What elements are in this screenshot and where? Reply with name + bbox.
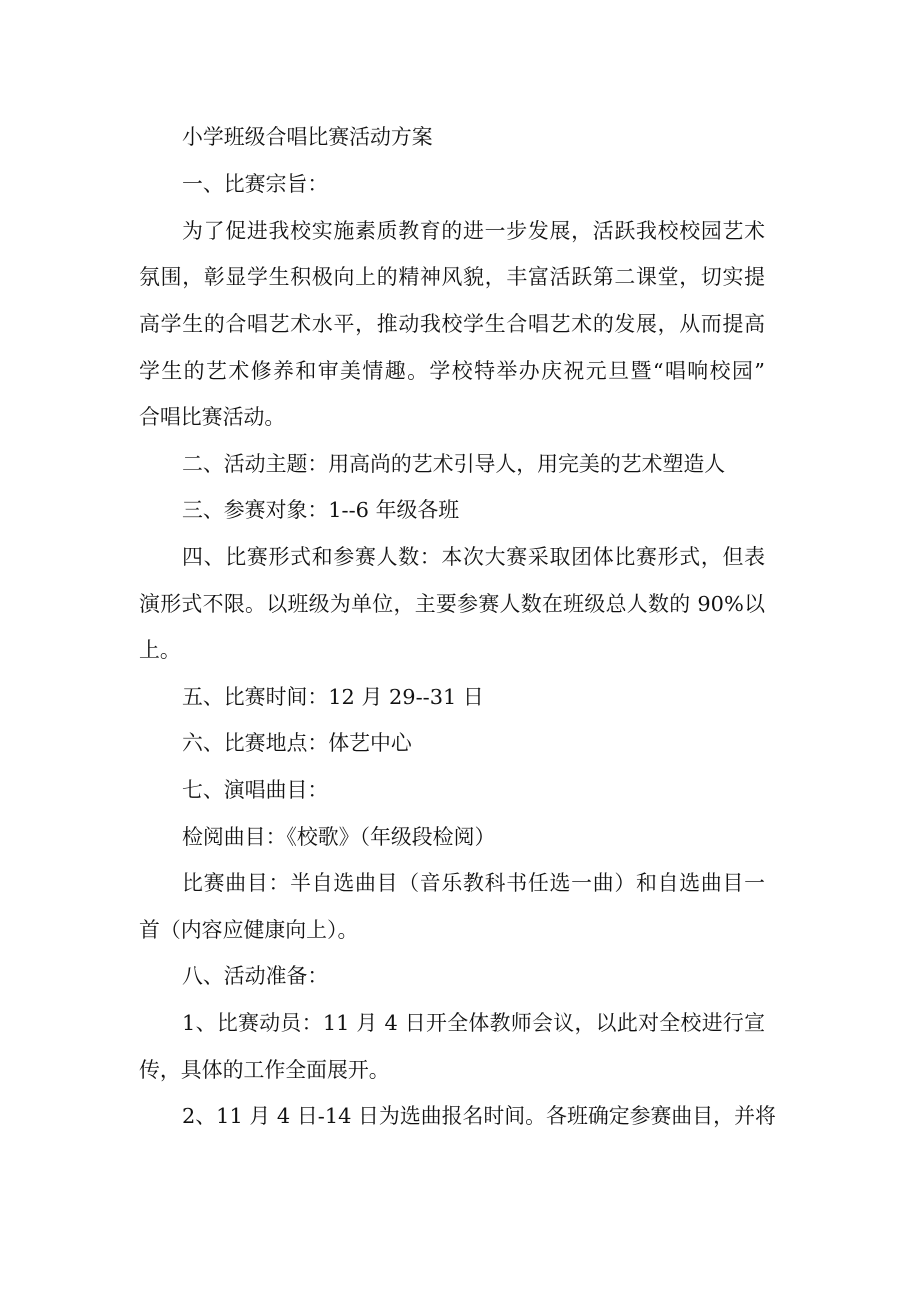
paragraph-line: 合唱比赛活动。 (139, 405, 286, 429)
paragraph-line: 氛围，彰显学生积极向上的精神风貌，丰富活跃第二课堂，切实提 (139, 265, 765, 289)
section-heading-participants: 三、参赛对象：1--6 年级各班 (182, 498, 460, 522)
section-heading-format: 四、比赛形式和参赛人数：本次大赛采取团体比赛形式，但表 (182, 545, 765, 569)
paragraph-line: 学生的艺术修养和审美情趣。学校特举办庆祝元旦暨“唱响校园” (139, 359, 765, 383)
paragraph-line: 检阅曲目：《校歌》（年级段检阅） (182, 825, 496, 849)
document-title: 小学班级合唱比赛活动方案 (182, 125, 433, 149)
paragraph-line: 上。 (139, 638, 181, 662)
list-item-line: 传，具体的工作全面展开。 (139, 1058, 390, 1082)
section-heading-purpose: 一、比赛宗旨： (182, 172, 329, 196)
section-heading-songs: 七、演唱曲目： (182, 778, 329, 802)
paragraph-line: 首（内容应健康向上）。 (139, 918, 359, 942)
section-heading-theme: 二、活动主题：用高尚的艺术引导人，用完美的艺术塑造人 (182, 452, 726, 476)
paragraph-line: 高学生的合唱艺术水平，推动我校学生合唱艺术的发展，从而提高 (139, 312, 765, 336)
paragraph-line: 为了促进我校实施素质教育的进一步发展，活跃我校校园艺术 (182, 219, 765, 243)
section-heading-location: 六、比赛地点：体艺中心 (182, 731, 412, 755)
paragraph-line: 演形式不限。以班级为单位，主要参赛人数在班级总人数的 90%以 (139, 592, 765, 616)
list-item-line: 1、比赛动员：11 月 4 日开全体教师会议，以此对全校进行宣 (182, 1011, 765, 1035)
list-item-line: 2、11 月 4 日-14 日为选曲报名时间。各班确定参赛曲目，并将 (182, 1104, 776, 1128)
section-heading-time: 五、比赛时间：12 月 29--31 日 (182, 685, 484, 709)
section-heading-preparation: 八、活动准备： (182, 964, 329, 988)
paragraph-line: 比赛曲目：半自选曲目（音乐教科书任选一曲）和自选曲目一 (182, 871, 765, 895)
